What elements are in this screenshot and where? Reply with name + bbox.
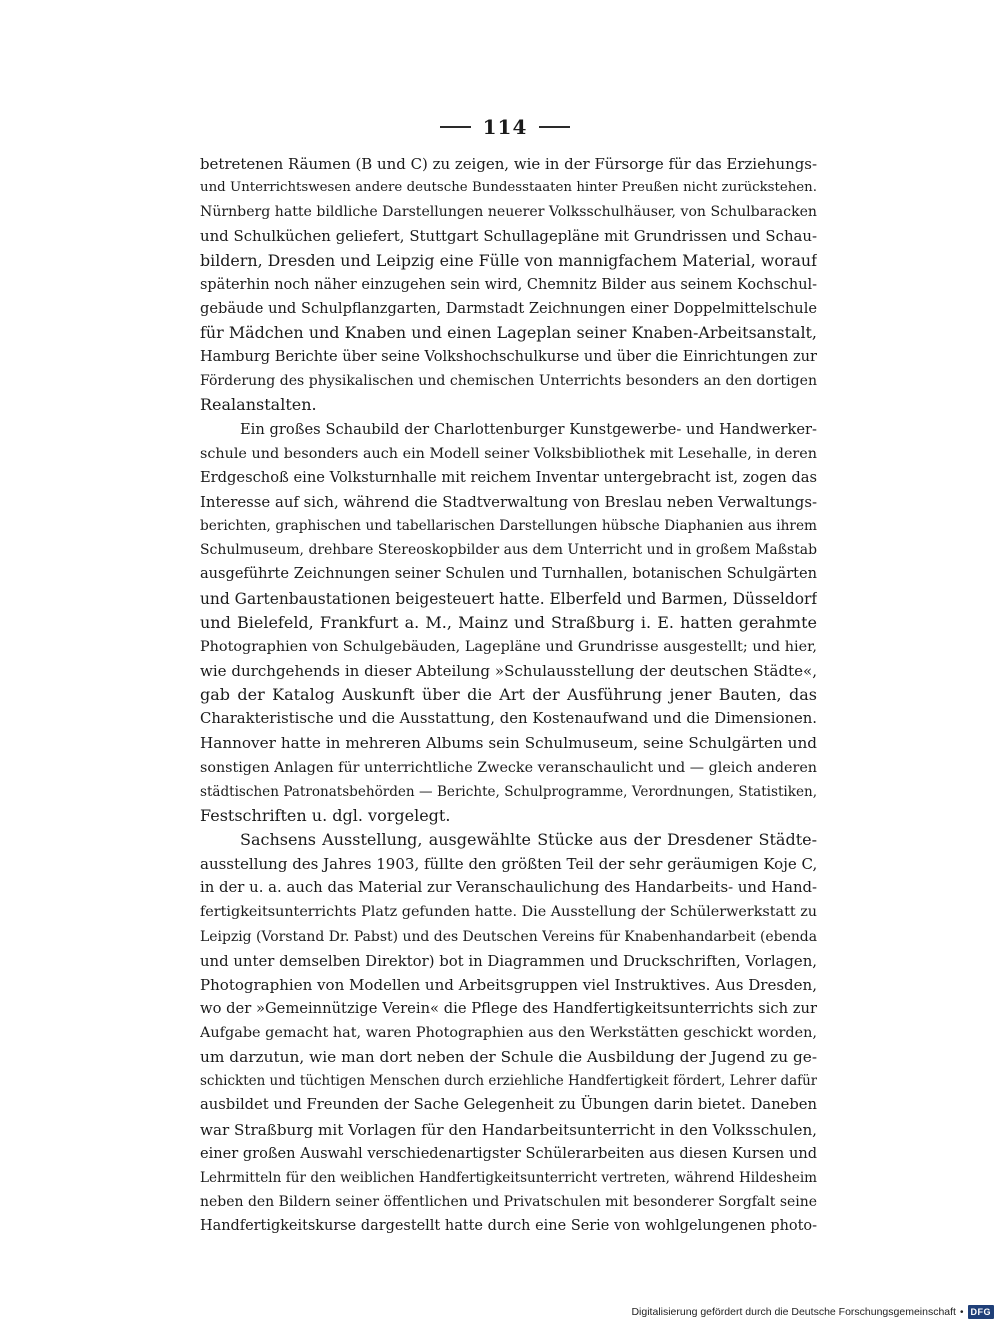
text-line: Festschriften u. dgl. vorgelegt. — [200, 805, 451, 825]
text-line: wie durchgehends in dieser Abteilung »Schulausstellung der deutschen Städte«, — [200, 661, 817, 680]
text-line: Charakteristische und die Ausstattung, den Kostenaufwand und die Dimensionen. — [200, 710, 817, 728]
text-line: späterhin noch näher einzugehen sein wird, Chemnitz Bilder aus seinem Kochschul- — [200, 276, 817, 293]
text-line: war Straßburg mit Vorlagen für den Handarbeitsunterricht in den Volksschulen, — [200, 1120, 817, 1139]
text-line: Förderung des physikalischen und chemischen Unterrichts besonders an den dortigen — [200, 373, 817, 390]
text-line: Ein großes Schaubild der Charlottenburger Kunstgewerbe- und Handwerker- — [240, 420, 817, 438]
text-line: und Gartenbaustationen beigesteuert hatte. Elberfeld und Barmen, Düsseldorf — [200, 589, 817, 608]
text-line: für Mädchen und Knaben und einen Lageplan seiner Knaben-Arbeitsanstalt, — [200, 322, 817, 342]
text-line: Realanstalten. — [200, 395, 317, 415]
text-line: städtischen Patronatsbehörden — Berichte, Schulprogramme, Verordnungen, Statistiken, — [200, 783, 817, 800]
text-line: Aufgabe gemacht hat, waren Photographien aus den Werkstätten geschickt worden, — [200, 1025, 817, 1042]
text-line: betretenen Räumen (B und C) zu zeigen, wie in der Fürsorge für das Erziehungs- — [200, 155, 817, 173]
text-line: Photographien von Modellen und Arbeitsgruppen viel Instruktives. Aus Dresden, — [200, 975, 817, 994]
footer-text: Digitalisierung gefördert durch die Deutsche Forschungsgemeinschaft — [631, 1306, 956, 1318]
text-line: Erdgeschoß eine Volksturnhalle mit reichem Inventar untergebracht ist, zogen das — [200, 468, 817, 486]
header-rule-left — [440, 126, 471, 128]
footer-separator: • — [959, 1306, 964, 1318]
text-line: ausgeführte Zeichnungen seiner Schulen und Turnhallen, botanischen Schulgärten — [200, 565, 817, 583]
text-line: Photographien von Schulgebäuden, Lagepläne und Grundrisse ausgestellt; und hier, — [200, 638, 817, 655]
text-line: und Bielefeld, Frankfurt a. M., Mainz und Straßburg i. E. hatten gerahmte — [200, 612, 817, 632]
text-line: ausstellung des Jahres 1903, füllte den größten Teil der sehr geräumigen Koje C, — [200, 855, 817, 874]
text-line: und Schulküchen geliefert, Stuttgart Schullagepläne mit Grundrissen und Schau- — [200, 227, 817, 246]
text-line: schule und besonders auch ein Modell seiner Volksbibliothek mit Lesehalle, in deren — [200, 445, 817, 462]
text-line: schickten und tüchtigen Menschen durch erziehliche Handfertigkeit fördert, Lehrer dafür — [200, 1073, 817, 1090]
text-line: Hannover hatte in mehreren Albums sein Schulmuseum, seine Schulgärten und — [200, 734, 817, 753]
text-line: berichten, graphischen und tabellarischen Darstellungen hübsche Diaphanien aus ihrem — [200, 518, 817, 535]
text-line: gebäude und Schulpflanzgarten, Darmstadt Zeichnungen einer Doppelmittelschule — [200, 299, 817, 317]
text-line: einer großen Auswahl verschiedenartigster Schülerarbeiten aus diesen Kursen und — [200, 1145, 817, 1162]
text-line: ausbildet und Freunden der Sache Gelegenheit zu Übungen darin bietet. Daneben — [200, 1096, 817, 1114]
text-line: Hamburg Berichte über seine Volkshochschulkurse und über die Einrichtungen zur — [200, 348, 817, 366]
text-line: Interesse auf sich, während die Stadtverwaltung von Breslau neben Verwaltungs- — [200, 492, 817, 511]
body-text — [200, 152, 817, 1238]
text-line: und Unterrichtswesen andere deutsche Bundesstaaten hinter Preußen nicht zurückstehen. — [200, 180, 817, 196]
text-line: Leipzig (Vorstand Dr. Pabst) und des Deutschen Vereins für Knabenhandarbeit (ebenda — [200, 928, 817, 945]
text-line: gab der Katalog Auskunft über die Art der Ausführung jener Bauten, das — [200, 685, 817, 705]
text-line: um darzutun, wie man dort neben der Schule die Ausbildung der Jugend zu ge- — [200, 1048, 817, 1067]
text-line: in der u. a. auch das Material zur Veranschaulichung des Handarbeits- und Hand- — [200, 879, 817, 897]
text-line: fertigkeitsunterrichts Platz gefunden hatte. Die Ausstellung der Schülerwerkstatt zu — [200, 904, 817, 921]
footer-credit — [608, 1303, 994, 1321]
header-rule-right — [539, 126, 570, 128]
dfg-logo-icon: DFG — [968, 1305, 995, 1319]
text-line: sonstigen Anlagen für unterrichtliche Zwecke veranschaulicht und — gleich anderen — [200, 759, 817, 776]
page-number: 114 — [482, 115, 528, 139]
text-line: Nürnberg hatte bildliche Darstellungen neuerer Volksschulhäuser, von Schulbaracken — [200, 204, 817, 221]
text-line: Sachsens Ausstellung, ausgewählte Stücke aus der Dresdener Städte- — [240, 829, 817, 849]
text-line: Lehrmitteln für den weiblichen Handfertigkeitsunterricht vertreten, während Hildesheim — [200, 1169, 817, 1186]
text-line: bildern, Dresden und Leipzig eine Fülle von mannigfachem Material, worauf — [200, 250, 817, 270]
text-line: Handfertigkeitskurse dargestellt hatte durch eine Serie von wohlgelungenen photo- — [200, 1218, 817, 1235]
text-line: wo der »Gemeinnützige Verein« die Pflege des Handfertigkeitsunterrichts sich zur — [200, 999, 817, 1017]
text-line: Schulmuseum, drehbare Stereoskopbilder aus dem Unterricht und in großem Maßstab — [200, 542, 817, 559]
page-header — [440, 112, 570, 142]
text-line: neben den Bildern seiner öffentlichen und Privatschulen mit besonderer Sorgfalt seine — [200, 1194, 817, 1211]
text-line: und unter demselben Direktor) bot in Diagrammen und Druckschriften, Vorlagen, — [200, 951, 817, 970]
